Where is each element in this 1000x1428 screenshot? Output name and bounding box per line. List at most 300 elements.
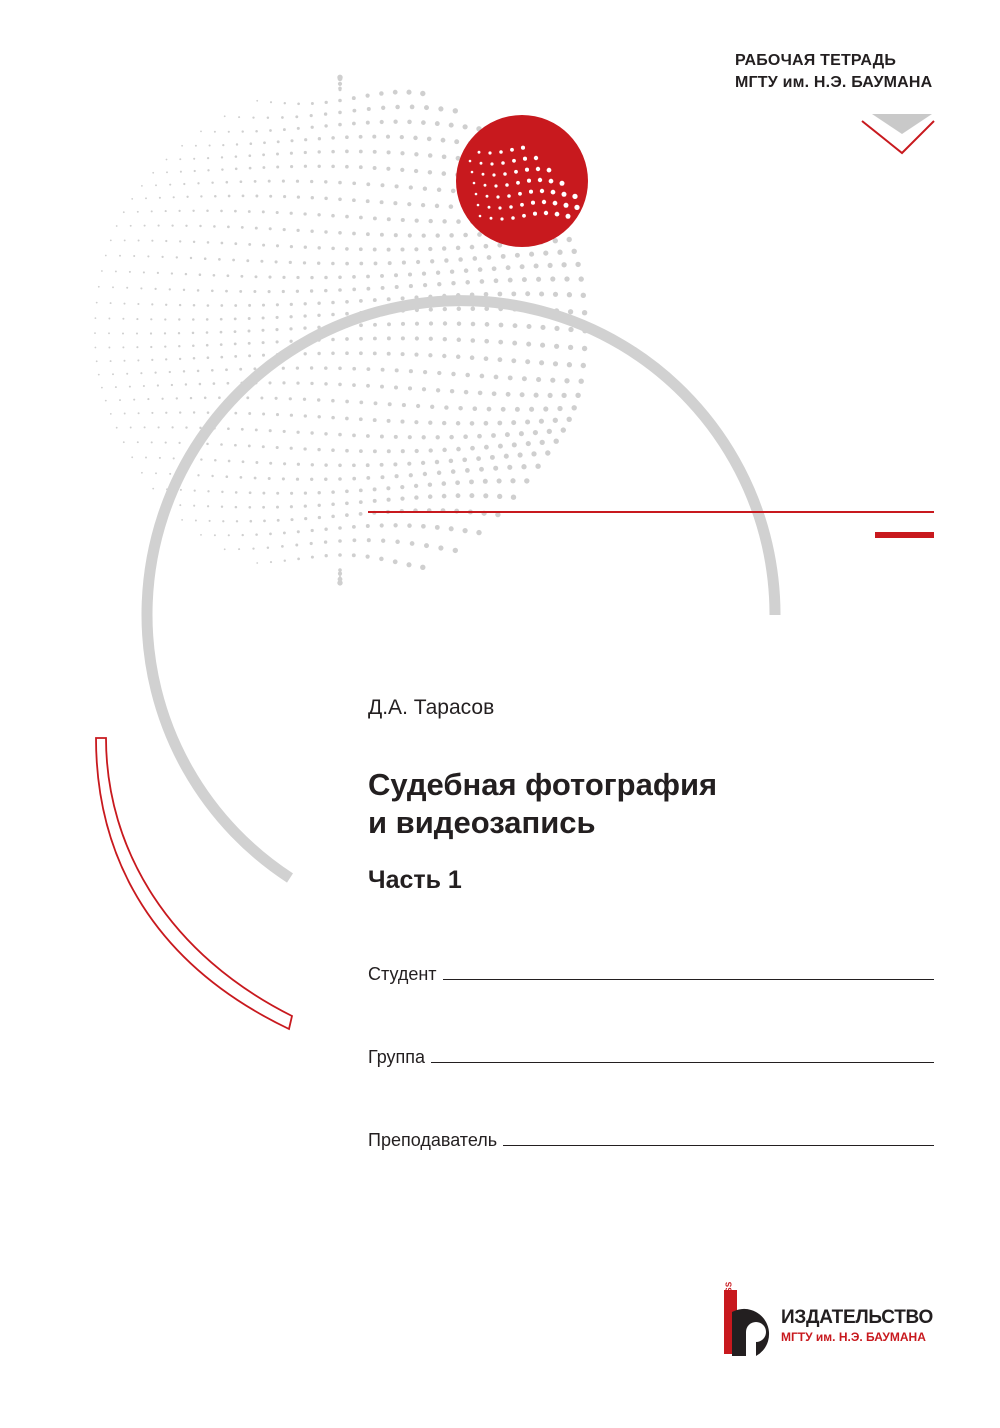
sphere-dot bbox=[192, 344, 195, 347]
group-field[interactable] bbox=[368, 1038, 934, 1068]
sphere-dot bbox=[101, 270, 103, 272]
sphere-dot bbox=[211, 369, 214, 372]
sphere-dot bbox=[345, 215, 349, 219]
sphere-dot bbox=[476, 530, 481, 535]
sphere-dot bbox=[289, 327, 292, 330]
sphere-dot bbox=[484, 421, 489, 426]
sphere-dot bbox=[262, 445, 265, 448]
sphere-dot bbox=[366, 182, 370, 186]
sphere-dot bbox=[540, 325, 545, 330]
sphere-dot bbox=[388, 402, 392, 406]
sphere-dot bbox=[221, 242, 224, 245]
sphere-dot bbox=[414, 420, 418, 424]
sphere-dot bbox=[437, 282, 441, 286]
sphere-dot bbox=[234, 342, 237, 345]
sphere-dot bbox=[387, 449, 391, 453]
sphere-dot bbox=[428, 170, 432, 174]
teacher-field[interactable] bbox=[368, 1121, 934, 1151]
sphere-dot bbox=[436, 435, 440, 439]
sphere-dot bbox=[394, 385, 398, 389]
sphere-dot bbox=[234, 330, 237, 333]
sphere-dot bbox=[250, 142, 253, 145]
sphere-dot bbox=[276, 506, 279, 509]
publisher-brand-vertical: BAUMANPRESS bbox=[724, 1281, 734, 1348]
red-circle-dot bbox=[475, 193, 478, 196]
sphere-dot bbox=[428, 153, 433, 158]
sphere-dot bbox=[166, 171, 168, 173]
sphere-dot bbox=[423, 187, 427, 191]
sphere-dot bbox=[311, 102, 314, 105]
sphere-dot bbox=[435, 204, 439, 208]
sphere-dot bbox=[290, 245, 293, 248]
sphere-dot bbox=[296, 381, 299, 384]
sphere-dot bbox=[366, 199, 370, 203]
sphere-dot bbox=[352, 553, 356, 557]
sphere-dot bbox=[338, 276, 342, 280]
sphere-dot bbox=[442, 219, 446, 223]
sphere-dot bbox=[248, 304, 251, 307]
sphere-dot bbox=[248, 412, 251, 415]
sphere-dot bbox=[173, 457, 175, 459]
sphere-dot bbox=[407, 202, 411, 206]
sphere-dot bbox=[242, 460, 245, 463]
sphere-dot bbox=[276, 316, 279, 319]
sphere-dot bbox=[471, 322, 476, 327]
sphere-dot bbox=[154, 288, 156, 290]
red-circle-dot bbox=[534, 156, 538, 160]
sphere-dot bbox=[387, 297, 391, 301]
sphere-dot bbox=[179, 504, 181, 506]
sphere-dot bbox=[303, 447, 306, 450]
sphere-dot bbox=[255, 275, 258, 278]
sphere-dot bbox=[338, 477, 342, 481]
sphere-dot bbox=[181, 519, 183, 521]
sphere-dot bbox=[372, 135, 376, 139]
sphere-dot bbox=[450, 389, 454, 393]
sphere-dot bbox=[207, 157, 209, 159]
teacher-fill-line[interactable] bbox=[503, 1145, 934, 1146]
sphere-dot bbox=[324, 527, 327, 530]
sphere-dot bbox=[352, 198, 356, 202]
sphere-dot bbox=[373, 248, 377, 252]
sphere-dot bbox=[269, 195, 272, 198]
sphere-dot bbox=[401, 322, 405, 326]
sphere-dot bbox=[131, 198, 133, 200]
sphere-dot bbox=[410, 541, 415, 546]
sphere-dot bbox=[211, 289, 214, 292]
sphere-dot bbox=[521, 464, 526, 469]
sphere-dot bbox=[262, 341, 265, 344]
sphere-dot bbox=[415, 336, 419, 340]
sphere-dot bbox=[241, 428, 244, 431]
sphere-dot bbox=[456, 493, 461, 498]
sphere-dot bbox=[317, 352, 320, 355]
red-circle-dot bbox=[540, 189, 544, 193]
sphere-dot bbox=[575, 393, 580, 398]
sphere-dot bbox=[185, 273, 187, 275]
sphere-dot bbox=[359, 165, 363, 169]
sphere-dot bbox=[457, 307, 461, 311]
sphere-dot bbox=[276, 153, 279, 156]
red-circle-dot bbox=[478, 151, 481, 154]
sphere-dot bbox=[352, 383, 356, 387]
sphere-dot bbox=[520, 264, 525, 269]
sphere-dot bbox=[207, 169, 209, 171]
sphere-dot bbox=[296, 180, 299, 183]
sphere-dot bbox=[211, 181, 213, 183]
sphere-dot bbox=[477, 434, 482, 439]
sphere-dot bbox=[194, 170, 196, 172]
sphere-dot bbox=[275, 260, 278, 263]
sphere-dot bbox=[324, 276, 328, 280]
sphere-dot bbox=[180, 489, 182, 491]
sphere-dot bbox=[105, 400, 107, 402]
sphere-dot bbox=[137, 359, 139, 361]
sphere-dot bbox=[526, 441, 531, 446]
sphere-dot bbox=[130, 225, 132, 227]
sphere-dot bbox=[366, 476, 370, 480]
red-circle-dot bbox=[486, 195, 489, 198]
sphere-dot bbox=[548, 393, 553, 398]
sphere-dot bbox=[282, 381, 285, 384]
sphere-dot bbox=[165, 304, 167, 306]
sphere-dot bbox=[209, 520, 211, 522]
sphere-dot bbox=[469, 493, 474, 498]
sphere-dot bbox=[443, 307, 447, 311]
sphere-dot bbox=[311, 196, 314, 199]
sphere-dot bbox=[110, 360, 112, 362]
sphere-dot bbox=[507, 465, 512, 470]
sphere-dot bbox=[483, 479, 488, 484]
sphere-dot bbox=[428, 494, 433, 499]
red-circle-dot bbox=[511, 216, 515, 220]
sphere-dot bbox=[282, 290, 285, 293]
sphere-dot bbox=[455, 480, 460, 485]
sphere-dot bbox=[427, 137, 432, 142]
sphere-dot bbox=[173, 196, 175, 198]
sphere-dot bbox=[284, 102, 286, 104]
sphere-dot bbox=[220, 318, 223, 321]
sphere-dot bbox=[465, 468, 470, 473]
sphere-dot bbox=[116, 427, 118, 429]
sphere-dot bbox=[248, 354, 251, 357]
sphere-dot bbox=[179, 358, 181, 360]
sphere-dot bbox=[451, 372, 455, 376]
red-circle-dot bbox=[560, 181, 565, 186]
sphere-dot bbox=[539, 360, 544, 365]
sphere-dot bbox=[540, 343, 545, 348]
sphere-dot bbox=[359, 512, 363, 516]
sphere-dot bbox=[289, 397, 292, 400]
sphere-dot bbox=[95, 347, 97, 349]
sphere-dot bbox=[119, 399, 121, 401]
sphere-dot bbox=[161, 398, 163, 400]
sphere-dot bbox=[214, 534, 216, 536]
sphere-dot bbox=[490, 455, 495, 460]
sphere-dot bbox=[276, 211, 279, 214]
sphere-dot bbox=[338, 198, 342, 202]
sphere-dot bbox=[317, 261, 320, 264]
sphere-dot bbox=[498, 292, 503, 297]
sphere-dot bbox=[449, 233, 454, 238]
sphere-dot bbox=[331, 150, 335, 154]
sphere-dot bbox=[437, 371, 441, 375]
sphere-dot bbox=[409, 284, 413, 288]
sphere-dot bbox=[150, 318, 152, 320]
sphere-dot bbox=[276, 244, 279, 247]
red-circle-dot bbox=[542, 200, 546, 204]
sphere-dot bbox=[429, 448, 433, 452]
sphere-dot bbox=[345, 312, 349, 316]
sphere-dot bbox=[268, 276, 271, 279]
sphere-dot bbox=[407, 120, 412, 125]
sphere-dot bbox=[453, 108, 458, 113]
sphere-dot bbox=[400, 168, 404, 172]
sphere-dot bbox=[501, 407, 506, 412]
sphere-dot bbox=[408, 386, 412, 390]
sphere-dot bbox=[317, 246, 320, 249]
sphere-dot bbox=[290, 492, 293, 495]
sphere-dot bbox=[572, 405, 577, 410]
sphere-dot bbox=[186, 196, 188, 198]
sphere-dot bbox=[176, 397, 178, 399]
sphere-dot bbox=[400, 420, 404, 424]
sphere-dot bbox=[200, 131, 202, 133]
red-circle-dot bbox=[473, 182, 476, 185]
sphere-dot bbox=[373, 298, 377, 302]
sphere-dot bbox=[394, 273, 398, 277]
sphere-dot bbox=[408, 435, 412, 439]
student-fill-line[interactable] bbox=[443, 979, 934, 980]
sphere-dot bbox=[331, 490, 335, 494]
sphere-dot bbox=[501, 254, 506, 259]
sphere-dot bbox=[352, 525, 356, 529]
sphere-dot bbox=[262, 492, 265, 495]
sphere-dot bbox=[255, 227, 258, 230]
sphere-dot bbox=[458, 406, 463, 411]
sphere-dot bbox=[359, 323, 363, 327]
red-circle-dot bbox=[525, 168, 529, 172]
sphere-dot bbox=[112, 373, 114, 375]
red-circle-dot bbox=[480, 162, 483, 165]
sphere-dot bbox=[283, 531, 286, 534]
sphere-dot bbox=[338, 288, 342, 292]
sphere-dot bbox=[248, 342, 251, 345]
sphere-dot bbox=[239, 368, 242, 371]
sphere-dot bbox=[304, 246, 307, 249]
sphere-dot bbox=[169, 184, 171, 186]
sphere-dot bbox=[480, 374, 485, 379]
sphere-dot bbox=[380, 274, 384, 278]
sphere-dot bbox=[318, 491, 321, 494]
sphere-dot bbox=[282, 367, 285, 370]
sphere-dot bbox=[303, 261, 306, 264]
sphere-dot bbox=[190, 257, 192, 259]
sphere-dot bbox=[137, 211, 139, 213]
sphere-dot bbox=[508, 278, 513, 283]
red-circle-dot bbox=[490, 217, 493, 220]
sphere-dot bbox=[423, 283, 427, 287]
sphere-dot bbox=[352, 109, 356, 113]
sphere-dot bbox=[262, 354, 265, 357]
sphere-dot bbox=[421, 203, 425, 207]
sphere-dot bbox=[359, 401, 363, 405]
sphere-dot bbox=[423, 472, 427, 476]
sphere-dot bbox=[531, 451, 536, 456]
sphere-dot bbox=[289, 261, 292, 264]
sphere-dot bbox=[158, 426, 160, 428]
sphere-dot bbox=[366, 367, 370, 371]
sphere-dot bbox=[520, 392, 525, 397]
sphere-dot bbox=[331, 515, 335, 519]
sphere-dot bbox=[221, 168, 223, 170]
sphere-dot bbox=[414, 152, 418, 156]
sphere-dot bbox=[199, 383, 202, 386]
sphere-dot bbox=[108, 332, 110, 334]
sphere-dot bbox=[192, 332, 195, 335]
sphere-dot bbox=[324, 197, 327, 200]
sphere-dot bbox=[317, 213, 320, 216]
red-circle-dot bbox=[520, 203, 524, 207]
sphere-dot bbox=[157, 272, 159, 274]
sphere-dot bbox=[277, 140, 280, 143]
sphere-dot bbox=[366, 434, 370, 438]
sphere-dot bbox=[469, 479, 474, 484]
sphere-dot bbox=[268, 477, 271, 480]
sphere-dot bbox=[483, 493, 488, 498]
red-circle-graphic bbox=[456, 115, 588, 247]
sphere-dot bbox=[457, 338, 461, 342]
sphere-dot bbox=[393, 201, 397, 205]
sphere-dot bbox=[498, 340, 503, 345]
sphere-dot bbox=[435, 525, 440, 530]
sphere-dot bbox=[254, 180, 257, 183]
sphere-dot bbox=[380, 120, 384, 124]
sphere-dot bbox=[400, 247, 404, 251]
sphere-dot bbox=[400, 151, 404, 155]
sphere-dot bbox=[197, 182, 199, 184]
sphere-dot bbox=[504, 454, 509, 459]
sphere-dot bbox=[220, 343, 223, 346]
sphere-dot bbox=[581, 293, 586, 298]
sphere-dot bbox=[224, 548, 226, 550]
sphere-dot bbox=[436, 271, 440, 275]
sphere-dot bbox=[536, 277, 541, 282]
sphere-dot bbox=[235, 491, 238, 494]
sphere-dot bbox=[414, 169, 418, 173]
sphere-dot bbox=[494, 375, 499, 380]
sphere-dot bbox=[318, 137, 321, 140]
sphere-dot bbox=[366, 94, 370, 98]
sphere-dot bbox=[262, 316, 265, 319]
sphere-dot bbox=[130, 427, 132, 429]
sphere-dot bbox=[386, 167, 390, 171]
sphere-dot bbox=[95, 317, 97, 319]
sphere-dot bbox=[464, 390, 469, 395]
sphere-dot bbox=[393, 462, 397, 466]
sphere-dot bbox=[317, 398, 320, 401]
red-circle-dot bbox=[469, 160, 472, 163]
sphere-dot bbox=[161, 256, 163, 258]
sphere-dot bbox=[228, 195, 231, 198]
sphere-dot bbox=[228, 460, 231, 463]
red-circle-dot bbox=[494, 184, 497, 187]
group-fill-line[interactable] bbox=[431, 1062, 934, 1063]
sphere-dot bbox=[407, 462, 411, 466]
sphere-dot bbox=[124, 360, 126, 362]
sphere-dot bbox=[449, 459, 454, 464]
sphere-dot bbox=[442, 494, 447, 499]
sphere-dot bbox=[269, 429, 272, 432]
sphere-dot bbox=[108, 318, 110, 320]
series-title bbox=[735, 50, 932, 94]
sphere-dot bbox=[236, 520, 238, 522]
sphere-dot bbox=[422, 271, 426, 275]
sphere-dot bbox=[373, 323, 377, 327]
sphere-dot bbox=[457, 321, 461, 325]
sphere-dot bbox=[240, 275, 243, 278]
sphere-dot bbox=[228, 534, 230, 536]
sphere-dot bbox=[498, 357, 503, 362]
sphere-dot bbox=[352, 181, 356, 185]
sphere-dot bbox=[345, 247, 349, 251]
sphere-dot bbox=[331, 301, 335, 305]
sphere-dot bbox=[220, 304, 223, 307]
sphere-dot bbox=[179, 304, 181, 306]
sphere-dot bbox=[165, 240, 167, 242]
sphere-dot bbox=[94, 332, 96, 334]
red-circle-dot bbox=[549, 179, 554, 184]
sphere-dot bbox=[220, 443, 223, 446]
sphere-dot bbox=[200, 458, 202, 460]
sphere-dot bbox=[303, 212, 306, 215]
sphere-dot bbox=[136, 332, 138, 334]
sphere-dot bbox=[268, 290, 271, 293]
sphere-dot bbox=[338, 526, 342, 530]
sphere-dot bbox=[505, 432, 510, 437]
sphere-dot bbox=[242, 195, 245, 198]
sphere-dot bbox=[443, 337, 447, 341]
sphere-dot bbox=[262, 506, 265, 509]
sphere-dot bbox=[181, 145, 183, 147]
sphere-dot bbox=[331, 214, 335, 218]
sphere-dot bbox=[515, 407, 520, 412]
sphere-dot bbox=[453, 548, 458, 553]
sphere-dot bbox=[116, 225, 118, 227]
student-field[interactable] bbox=[368, 955, 934, 985]
sphere-dot bbox=[414, 247, 418, 251]
student-label: Студент bbox=[368, 964, 437, 984]
sphere-dot bbox=[395, 105, 400, 110]
sphere-dot bbox=[511, 291, 516, 296]
sphere-dot bbox=[567, 237, 572, 242]
book-title bbox=[368, 766, 717, 842]
sphere-dot bbox=[338, 231, 342, 235]
sphere-dot bbox=[151, 210, 153, 212]
sphere-dot bbox=[147, 398, 149, 400]
sphere-dot bbox=[512, 442, 517, 447]
sphere-dot bbox=[449, 204, 454, 209]
sphere-dot bbox=[178, 442, 180, 444]
sphere-dot bbox=[110, 302, 112, 304]
sphere-dot bbox=[303, 326, 306, 329]
sphere-dot bbox=[443, 321, 447, 325]
sphere-dot bbox=[256, 100, 258, 102]
sphere-dot bbox=[325, 554, 328, 557]
sphere-dot bbox=[179, 411, 181, 413]
sphere-dot bbox=[494, 278, 499, 283]
sphere-dot bbox=[373, 150, 377, 154]
